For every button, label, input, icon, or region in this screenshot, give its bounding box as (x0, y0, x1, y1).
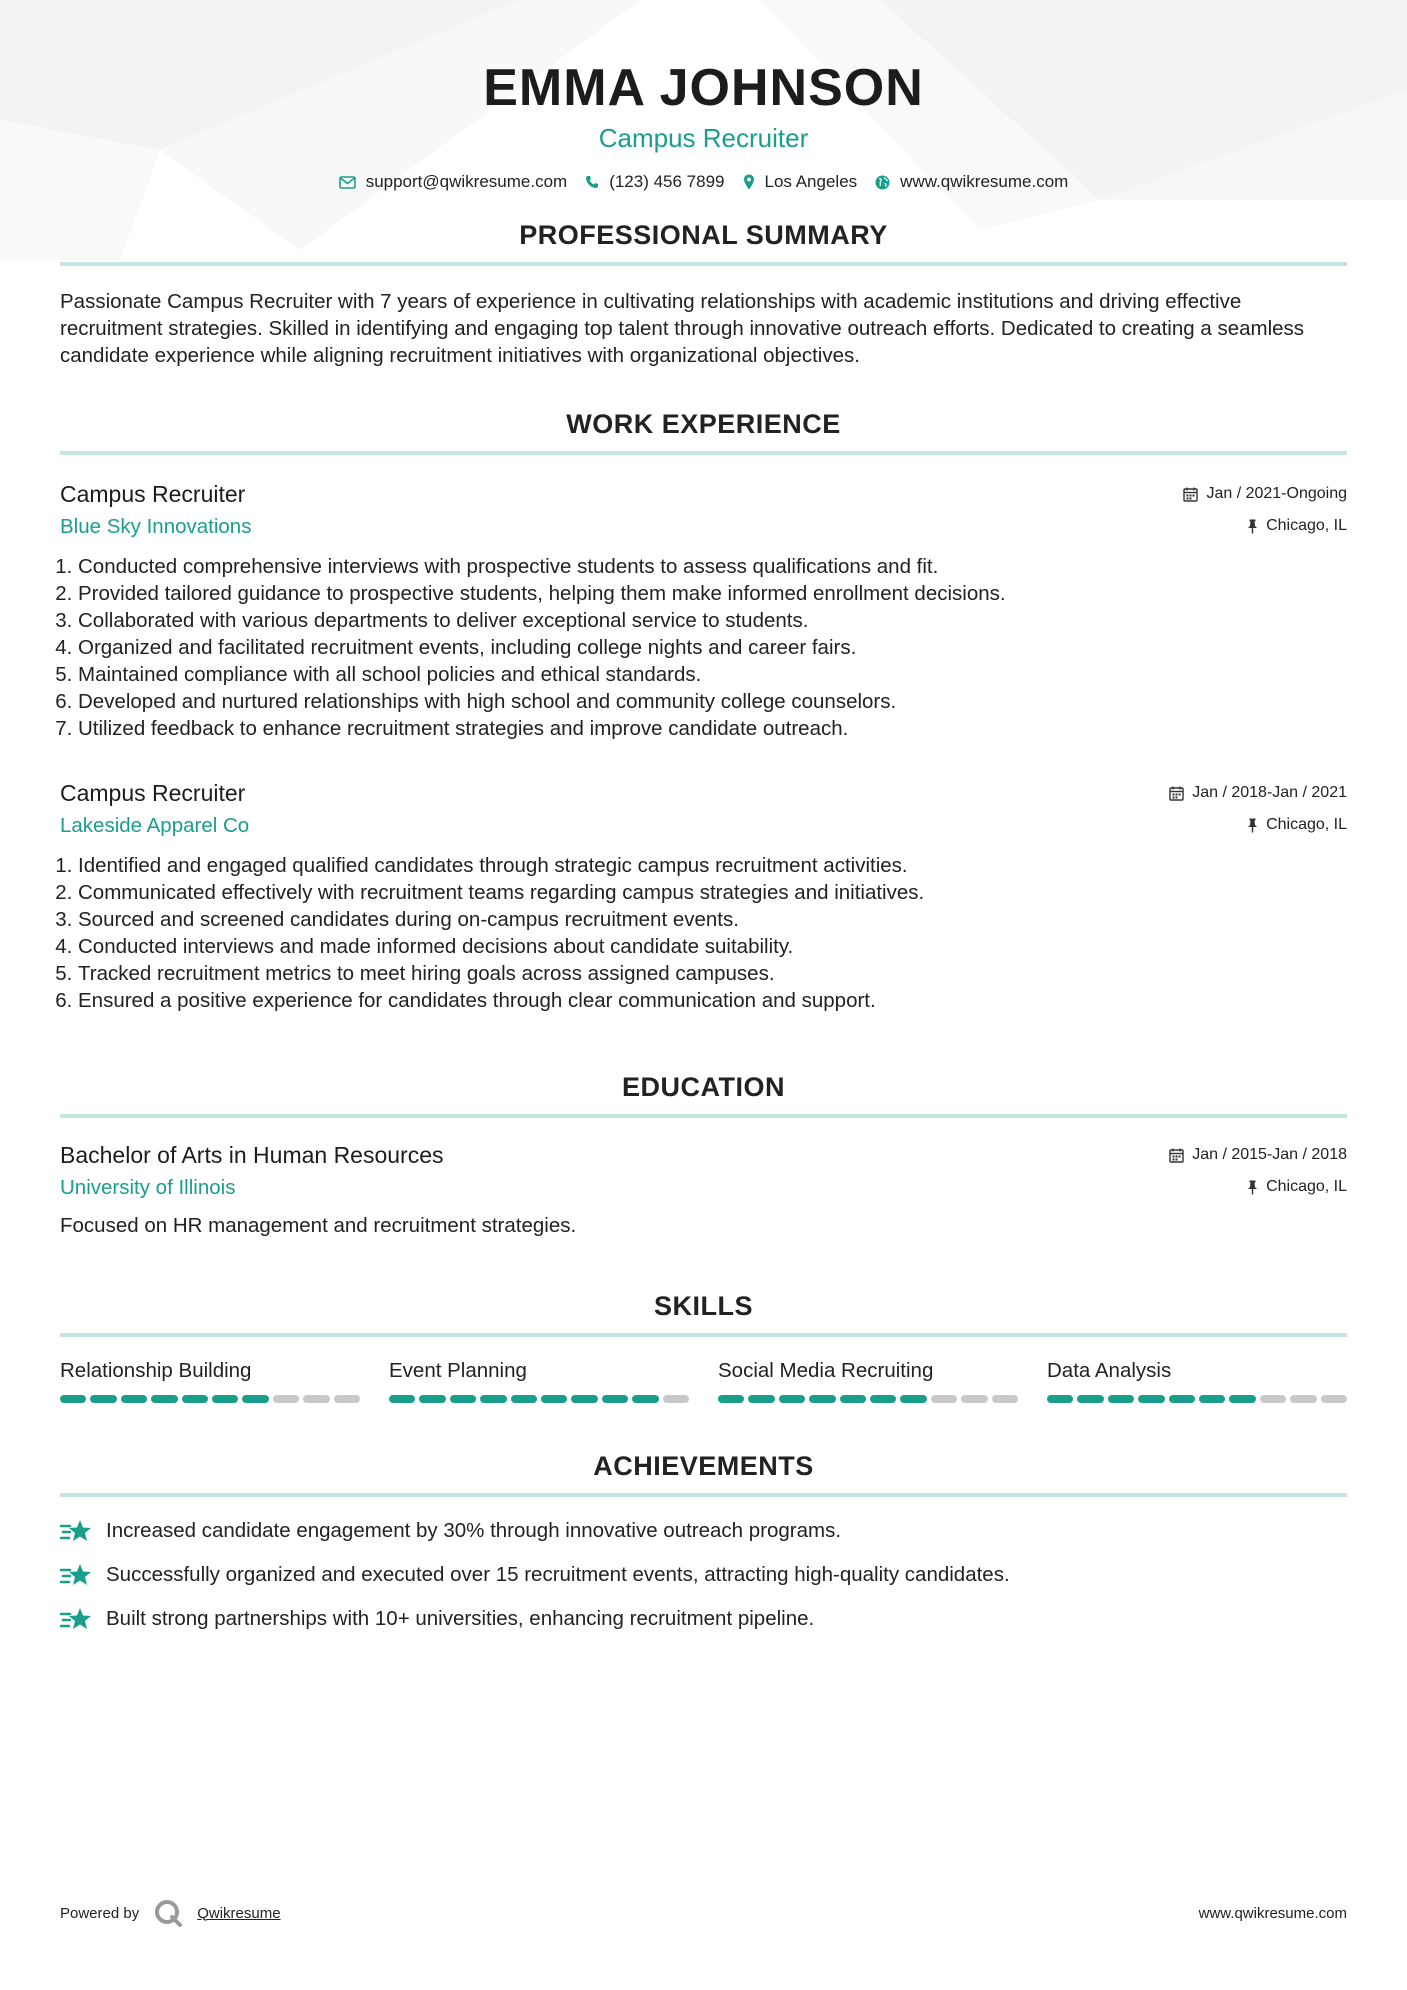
degree: Bachelor of Arts in Human Resources (60, 1142, 444, 1168)
phone-icon (585, 175, 599, 189)
skill-segment-filled (718, 1395, 744, 1403)
school: University of Illinois (60, 1176, 236, 1199)
skill-segment-empty (1260, 1395, 1286, 1403)
job-location: Chicago, IL (1266, 517, 1347, 534)
star-icon (60, 1606, 92, 1632)
job-role: Campus Recruiter (60, 780, 246, 806)
job-dates: Jan / 2021-Ongoing (1206, 485, 1347, 502)
skill-segment-empty (1290, 1395, 1316, 1403)
page-footer (60, 1898, 1347, 1928)
skill-segment-filled (212, 1395, 238, 1403)
pushpin-icon (1247, 1180, 1258, 1195)
education-location: Chicago, IL (1266, 1178, 1347, 1195)
skill-segment-empty (1321, 1395, 1347, 1403)
powered-by (60, 1898, 281, 1928)
list-item: 4. Conducted interviews and made informed decisions about candidate suitability. (78, 933, 1347, 960)
skill-level-bar (60, 1395, 360, 1403)
map-pin-icon (743, 174, 755, 190)
achievement-text: Built strong partnerships with 10+ universities, enhancing recruitment pipeline. (106, 1607, 815, 1630)
achievement-text: Increased candidate engagement by 30% through innovative outreach programs. (106, 1519, 842, 1542)
pushpin-icon (1247, 519, 1258, 534)
skills-list (60, 1357, 1347, 1403)
skill-segment-filled (151, 1395, 177, 1403)
skill-segment-filled (602, 1395, 628, 1403)
skill-segment-empty (273, 1395, 299, 1403)
achievements-section (60, 1449, 1347, 1633)
section-divider (60, 1333, 1347, 1337)
skill-segment-filled (541, 1395, 567, 1403)
list-item (60, 1605, 1347, 1633)
list-item: 3. Sourced and screened candidates during on-campus recruitment events. (78, 906, 1347, 933)
skill-segment-filled (1199, 1395, 1225, 1403)
skill-segment-empty (663, 1395, 689, 1403)
skill-level-bar (1047, 1395, 1347, 1403)
skill-segment-filled (1077, 1395, 1103, 1403)
pushpin-icon (1247, 818, 1258, 833)
education-heading: EDUCATION (622, 1072, 785, 1102)
list-item: 6. Ensured a positive experience for candidates through clear communication and support. (78, 987, 1347, 1014)
skill-item (718, 1357, 1018, 1403)
star-icon (60, 1518, 92, 1544)
list-item: 7. Utilized feedback to enhance recruitment strategies and improve candidate outreach. (78, 715, 1347, 742)
skill-segment-empty (992, 1395, 1018, 1403)
skill-segment-filled (389, 1395, 415, 1403)
contact-email[interactable] (339, 172, 568, 192)
list-item (60, 1561, 1347, 1589)
list-item: 2. Provided tailored guidance to prospective students, helping them make informed enrollment decisions. (78, 580, 1347, 607)
skill-segment-filled (90, 1395, 116, 1403)
list-item: 4. Organized and facilitated recruitment events, including college nights and career fairs. (78, 634, 1347, 661)
skill-segment-filled (1138, 1395, 1164, 1403)
candidate-name: EMMA JOHNSON (483, 59, 924, 117)
resume-page (60, 0, 1347, 1649)
summary-heading: PROFESSIONAL SUMMARY (519, 220, 888, 250)
calendar-icon (1183, 487, 1198, 502)
contact-location-text: Los Angeles (764, 172, 858, 191)
job-dates: Jan / 2018-Jan / 2021 (1192, 784, 1347, 801)
achievements-list (60, 1517, 1347, 1633)
skill-segment-filled (840, 1395, 866, 1403)
contact-website-text: www.qwikresume.com (900, 172, 1069, 191)
contact-website[interactable] (875, 172, 1068, 192)
job-location: Chicago, IL (1266, 816, 1347, 833)
job-bullets (60, 852, 1347, 1014)
brand-link[interactable]: Qwikresume (197, 1904, 281, 1922)
contact-phone-text: (123) 456 7899 (609, 172, 725, 191)
skill-segment-filled (779, 1395, 805, 1403)
list-item: 1. Conducted comprehensive interviews with prospective students to assess qualifications and fit. (78, 553, 1347, 580)
section-divider (60, 1493, 1347, 1497)
skill-segment-filled (809, 1395, 835, 1403)
skill-segment-empty (961, 1395, 987, 1403)
section-divider (60, 1114, 1347, 1118)
skill-segment-filled (1108, 1395, 1134, 1403)
job-entry (60, 479, 1347, 742)
skill-segment-filled (60, 1395, 86, 1403)
section-divider (60, 262, 1347, 266)
job-bullets (60, 553, 1347, 742)
list-item: 2. Communicated effectively with recruitment teams regarding campus strategies and initiatives. (78, 879, 1347, 906)
achievements-heading: ACHIEVEMENTS (593, 1451, 814, 1481)
globe-icon (875, 175, 890, 190)
skill-item (60, 1357, 360, 1403)
skill-level-bar (389, 1395, 689, 1403)
envelope-icon (339, 176, 356, 189)
experience-heading: WORK EXPERIENCE (566, 409, 841, 439)
skill-segment-filled (121, 1395, 147, 1403)
achievement-text: Successfully organized and executed over 15 recruitment events, attracting high-quality candidates. (106, 1563, 1010, 1586)
job-company: Lakeside Apparel Co (60, 814, 250, 837)
list-item: 5. Maintained compliance with all school policies and ethical standards. (78, 661, 1347, 688)
qwikresume-logo-icon (153, 1898, 183, 1928)
experience-section (60, 407, 1347, 1014)
list-item (60, 1517, 1347, 1545)
skill-segment-empty (334, 1395, 360, 1403)
skill-segment-empty (931, 1395, 957, 1403)
calendar-icon (1169, 1148, 1184, 1163)
list-item: 3. Collaborated with various departments to deliver exceptional service to students. (78, 607, 1347, 634)
job-company: Blue Sky Innovations (60, 515, 252, 538)
list-item: 1. Identified and engaged qualified candidates through strategic campus recruitment activities. (78, 852, 1347, 879)
skills-heading: SKILLS (653, 1291, 753, 1321)
skill-segment-filled (1047, 1395, 1073, 1403)
section-divider (60, 451, 1347, 455)
skill-segment-filled (511, 1395, 537, 1403)
skill-level-bar (718, 1395, 1018, 1403)
education-section (60, 1070, 1347, 1239)
skill-segment-filled (870, 1395, 896, 1403)
skill-name: Social Media Recruiting (718, 1359, 934, 1382)
skill-segment-filled (748, 1395, 774, 1403)
list-item: 5. Tracked recruitment metrics to meet hiring goals across assigned campuses. (78, 960, 1347, 987)
skill-segment-filled (450, 1395, 476, 1403)
skill-segment-empty (303, 1395, 329, 1403)
skill-item (1047, 1357, 1347, 1403)
education-dates: Jan / 2015-Jan / 2018 (1192, 1146, 1347, 1163)
skills-section (60, 1289, 1347, 1403)
skill-segment-filled (900, 1395, 926, 1403)
skill-name: Data Analysis (1047, 1359, 1172, 1382)
education-description: Focused on HR management and recruitment strategies. (60, 1214, 577, 1237)
education-entry (60, 1140, 1347, 1239)
skill-segment-filled (1229, 1395, 1255, 1403)
skill-segment-filled (632, 1395, 658, 1403)
calendar-icon (1169, 786, 1184, 801)
summary-text: Passionate Campus Recruiter with 7 years of experience in cultivating relationships with academic institutions and driving effective recruitment strategies. Skilled in identifying and engaging top talent through innovative outreach efforts. Dedicated to creating a seamless candidate experience while aligning recruitment initiatives with organizational objectives. (60, 290, 1305, 367)
powered-by-label: Powered by (60, 1904, 140, 1922)
skill-item (389, 1357, 689, 1403)
footer-website[interactable]: www.qwikresume.com (1198, 1904, 1347, 1922)
skill-segment-filled (242, 1395, 268, 1403)
contact-location (743, 172, 858, 192)
contact-phone[interactable] (585, 172, 724, 192)
contact-email-text: support@qwikresume.com (365, 172, 568, 191)
star-icon (60, 1562, 92, 1588)
candidate-title: Campus Recruiter (598, 123, 809, 153)
skill-segment-filled (419, 1395, 445, 1403)
job-role: Campus Recruiter (60, 481, 246, 507)
skill-name: Relationship Building (60, 1359, 252, 1382)
skill-segment-filled (1169, 1395, 1195, 1403)
summary-section (60, 218, 1347, 369)
contact-bar (60, 172, 1347, 192)
skill-segment-filled (571, 1395, 597, 1403)
list-item: 6. Developed and nurtured relationships with high school and community college counselors. (78, 688, 1347, 715)
resume-header (60, 0, 1347, 192)
skill-name: Event Planning (389, 1359, 527, 1382)
skill-segment-filled (480, 1395, 506, 1403)
skill-segment-filled (182, 1395, 208, 1403)
job-entry (60, 778, 1347, 1014)
